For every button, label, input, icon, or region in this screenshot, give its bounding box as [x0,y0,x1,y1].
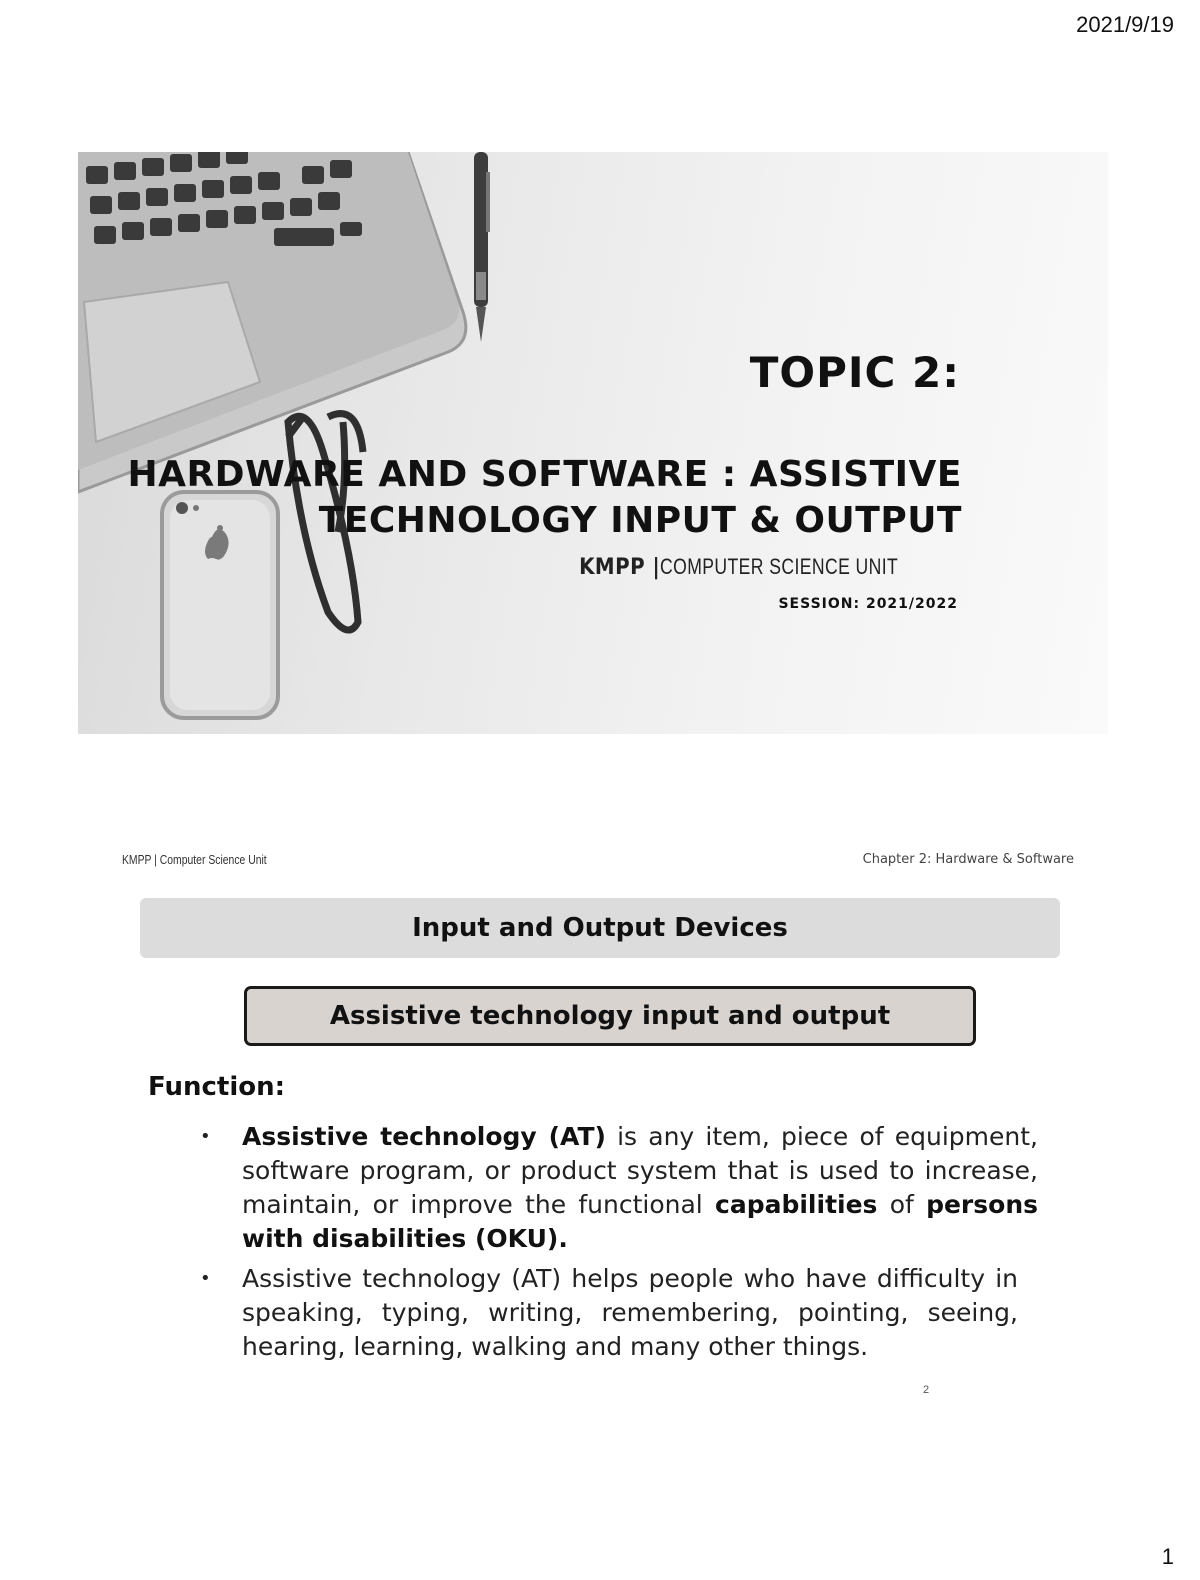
slide-header-left: KMPP | Computer Science Unit [122,852,267,867]
bullet-bold-text: persons with disabilities (OKU). [242,1190,1038,1253]
slide-number: 2 [923,1384,930,1396]
slide-title [102,452,962,544]
slide-title-line2: TECHNOLOGY INPUT & OUTPUT [318,500,962,541]
subtopic-box: Assistive technology input and output [244,986,976,1046]
function-heading: Function: [148,1072,286,1102]
bullet-text: of [877,1190,927,1219]
organization-line [579,554,958,580]
slide-title-line1: HARDWARE AND SOFTWARE : ASSISTIVE [127,454,962,495]
content-slide [78,840,1108,1410]
bullet-list [198,1120,1038,1370]
session-label: SESSION: 2021/2022 [778,596,958,612]
title-slide [78,152,1108,734]
bullet-item: • Assistive technology (AT) helps people who have difficulty in speaking, typing, writing, remembering, pointing, seeing, hearing, learning, walking and many other things. [198,1262,1018,1364]
laptop-icon [78,152,466,492]
section-banner: Input and Output Devices [140,898,1060,958]
slide-header-right: Chapter 2: Hardware & Software [862,852,1074,867]
pen-icon [474,152,490,342]
page-date: 2021/9/19 [1076,12,1174,37]
bullet-text: is any item, piece of equipment, software program, or product system that is used to increase, maintain, or improve the functional [242,1122,1038,1219]
page-number: 1 [1161,1544,1174,1569]
bullet-bold-text: capabilities [715,1190,878,1219]
bullet-item [198,1120,1038,1256]
desk-photo [78,152,1108,734]
topic-heading: TOPIC 2: [749,348,960,397]
org-unit: COMPUTER SCIENCE UNIT [660,554,899,579]
org-name: KMPP | [579,555,661,580]
bullet-term: Assistive technology (AT) [242,1122,606,1151]
